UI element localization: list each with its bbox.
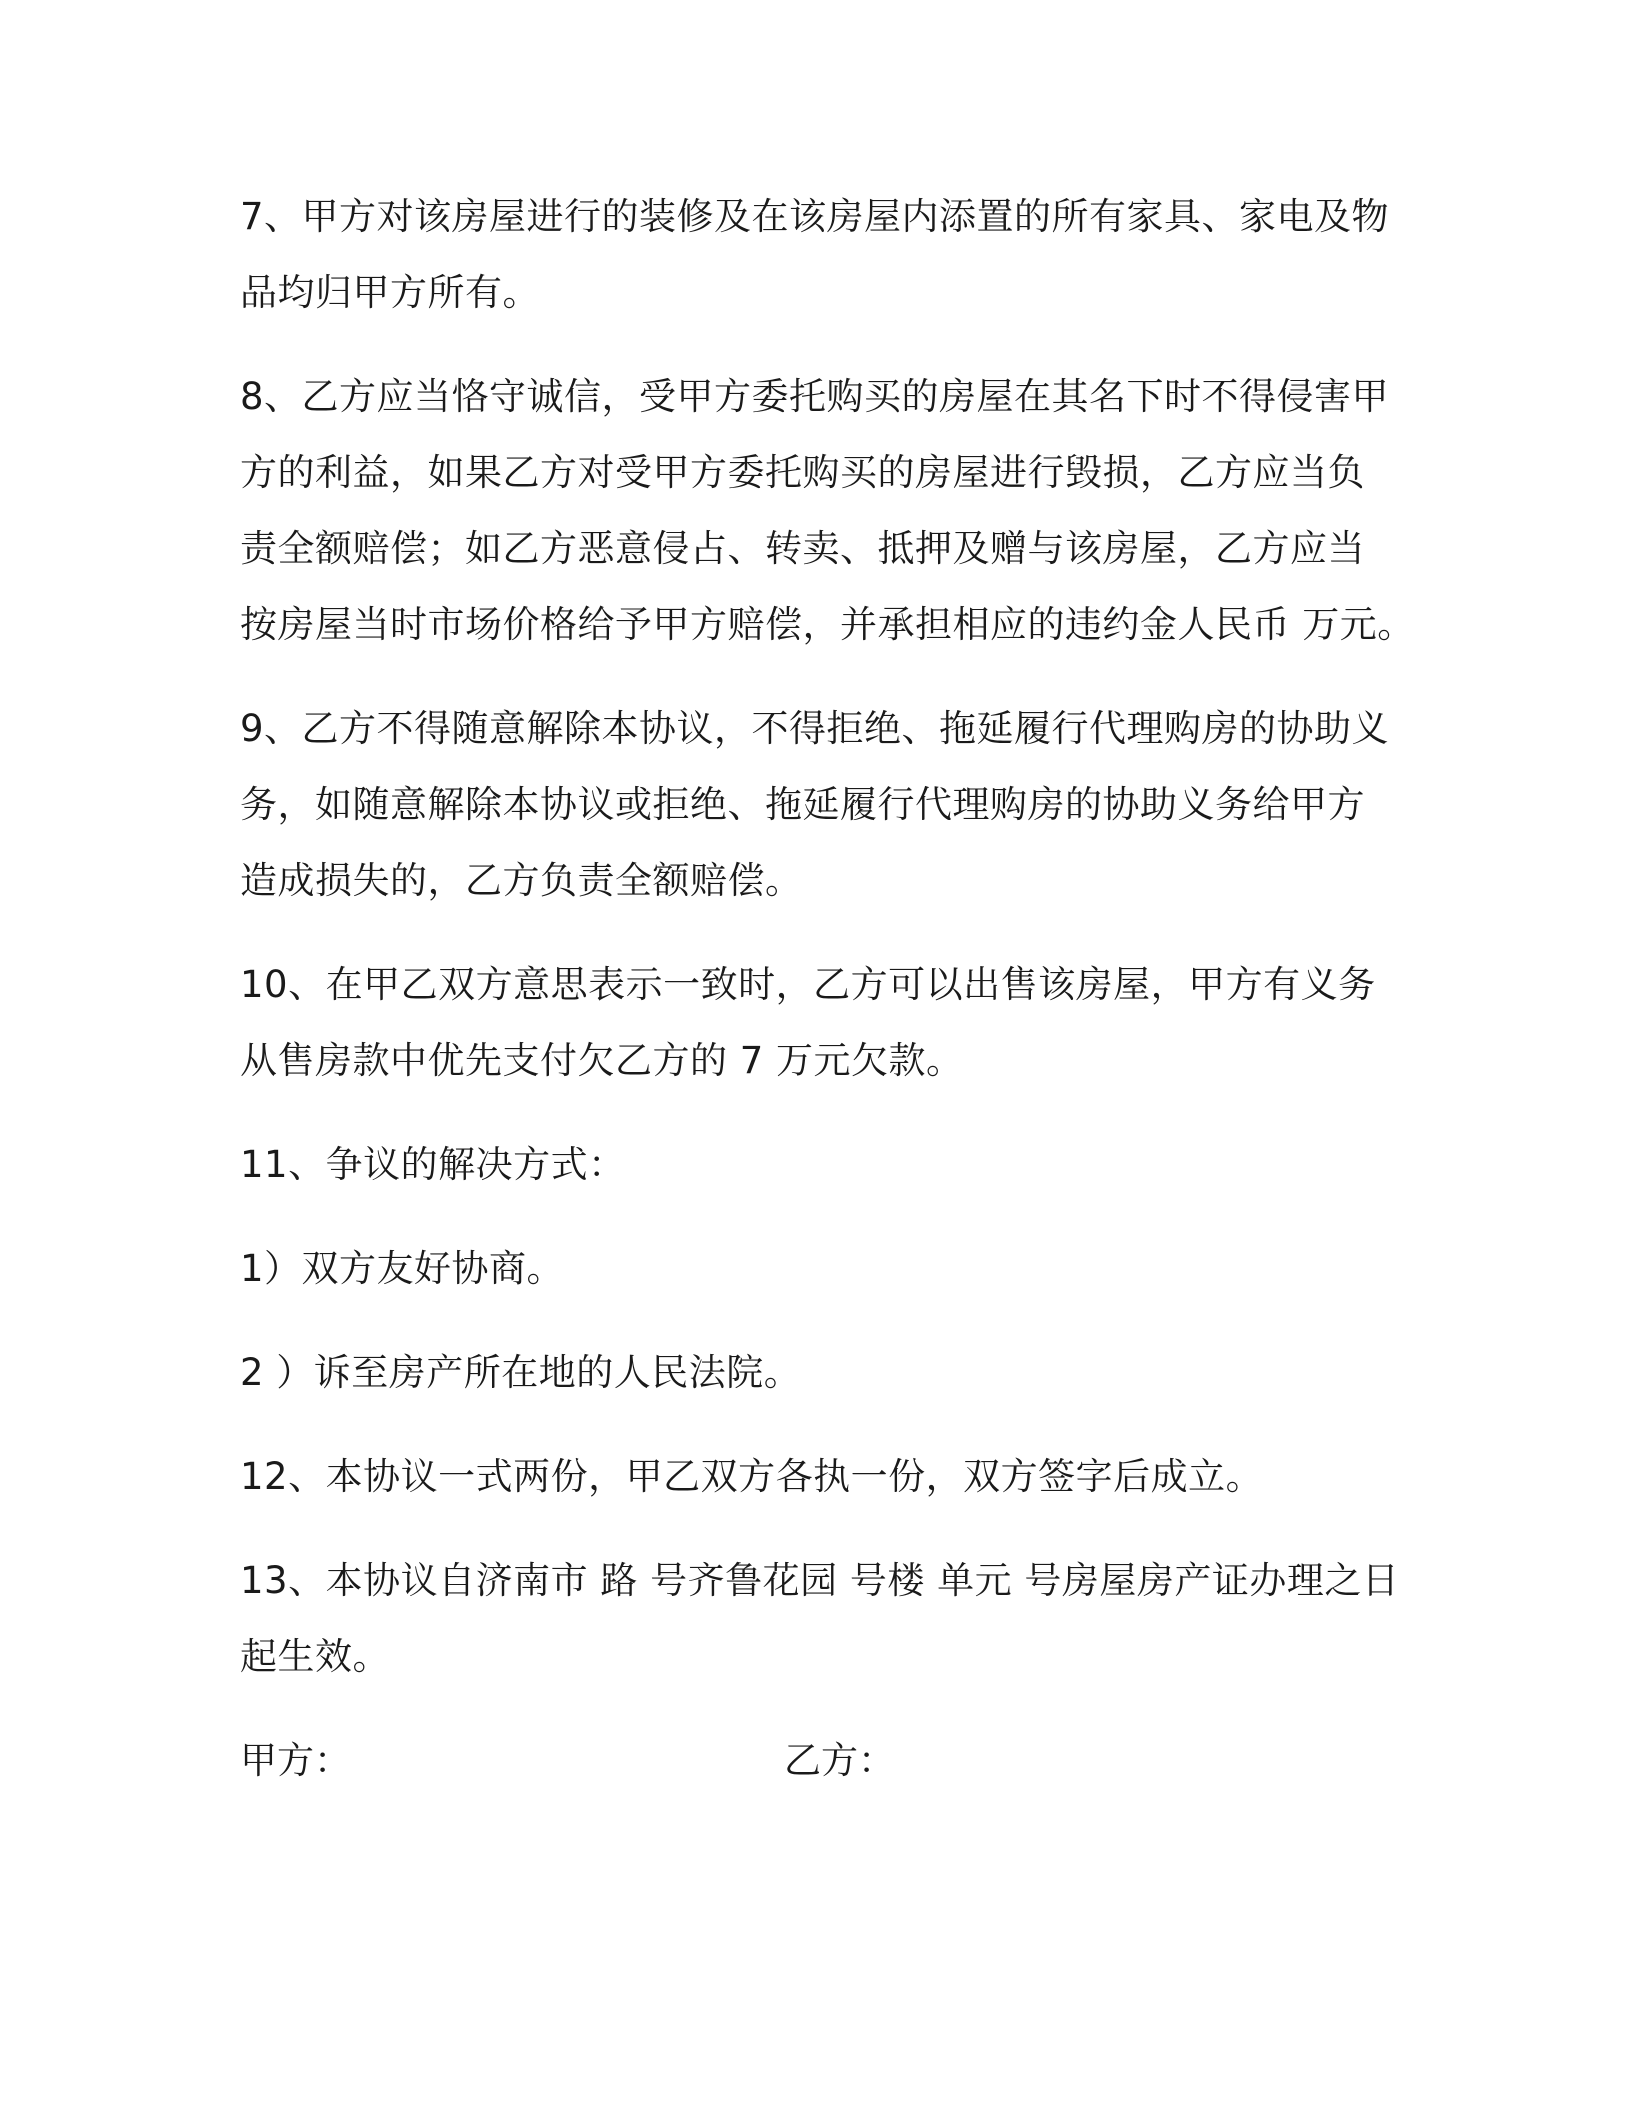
clause-13-line-2: 起生效。: [240, 1635, 390, 1678]
clause-8-line-3: 责全额赔偿；如乙方恶意侵占、转卖、抵押及赠与该房屋，乙方应当: [240, 527, 1365, 570]
clause-8-line-4: 按房屋当时市场价格给予甲方赔偿，并承担相应的违约金人民币 万元。: [240, 603, 1415, 646]
clause-9-line-1: 9、乙方不得随意解除本协议，不得拒绝、拖延履行代理购房的协助义: [240, 707, 1390, 750]
party-a-signature-label: 甲方：: [240, 1739, 351, 1782]
clause-9-line-3: 造成损失的，乙方负责全额赔偿。: [240, 859, 803, 902]
clause-12-line-1: 12、本协议一式两份，甲乙双方各执一份，双方签字后成立。: [240, 1455, 1264, 1498]
clause-11-heading: 11、争议的解决方式：: [240, 1143, 626, 1186]
clause-10-line-2: 从售房款中优先支付欠乙方的 7 万元欠款。: [240, 1039, 964, 1082]
clause-8-line-1: 8、乙方应当恪守诚信，受甲方委托购买的房屋在其名下时不得侵害甲: [240, 375, 1390, 418]
party-b-signature-label: 乙方：: [784, 1739, 895, 1782]
clause-11-item-2: 2 ）诉至房产所在地的人民法院。: [240, 1351, 802, 1394]
clause-7-line-2: 品均归甲方所有。: [240, 271, 540, 314]
clause-10-line-1: 10、在甲乙双方意思表示一致时，乙方可以出售该房屋，甲方有义务: [240, 963, 1376, 1006]
clause-7-line-1: 7、甲方对该房屋进行的装修及在该房屋内添置的所有家具、家电及物: [240, 195, 1390, 238]
clause-11-item-1: 1）双方友好协商。: [240, 1247, 565, 1290]
clause-8-line-2: 方的利益，如果乙方对受甲方委托购买的房屋进行毁损，乙方应当负: [240, 451, 1365, 494]
clause-13-line-1: 13、本协议自济南市 路 号齐鲁花园 号楼 单元 号房屋房产证办理之日: [240, 1559, 1400, 1602]
clause-9-line-2: 务，如随意解除本协议或拒绝、拖延履行代理购房的协助义务给甲方: [240, 783, 1365, 826]
